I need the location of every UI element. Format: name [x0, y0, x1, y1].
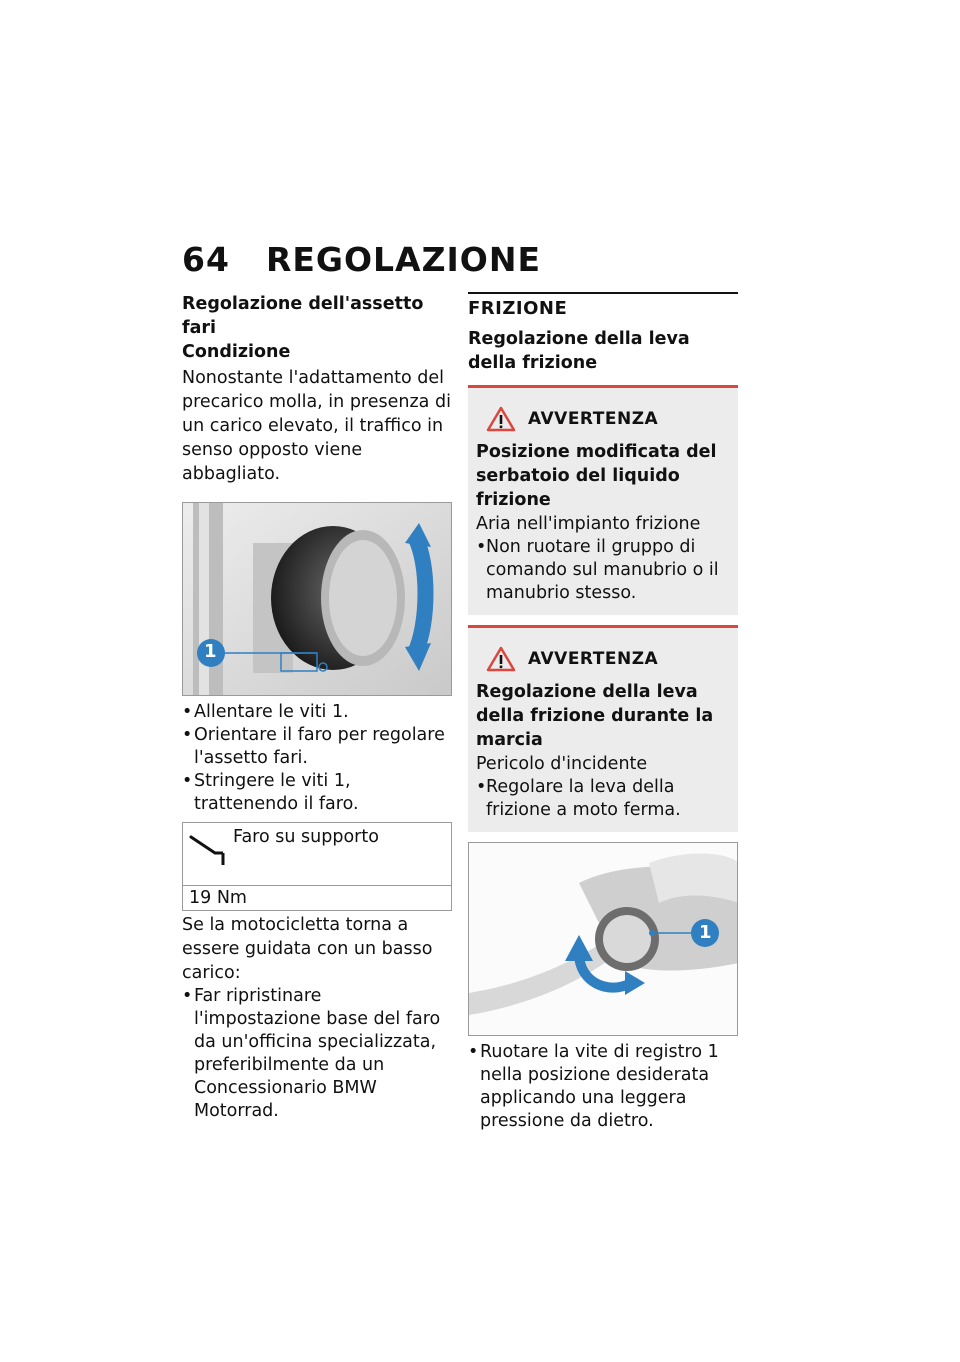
warning-triangle-icon: [486, 406, 516, 432]
warning-subtitle: Regolazione della leva della frizione durante la marcia: [476, 682, 714, 750]
torque-label: Faro su supporto: [233, 827, 379, 847]
section-heading: Regolazione dell'assetto fari: [182, 294, 424, 338]
headlight-illustration: [183, 503, 452, 696]
list-item: • Regolare la leva della frizione a moto ferma.: [476, 776, 730, 822]
warning-subtitle: Posizione modificata del serbatoio del liquido frizione: [476, 442, 717, 510]
warning-title: AVVERTENZA: [528, 649, 659, 669]
torque-wrench-icon: [189, 831, 229, 869]
steps-list: [468, 1041, 738, 1133]
page-number: 64: [182, 240, 230, 279]
subsection-heading: Condizione: [182, 342, 291, 362]
list-item: • Allentare le viti 1.: [182, 701, 452, 724]
note-text: Se la motocicletta torna a essere guidata con un basso carico:: [182, 915, 433, 983]
warning-box-2: [468, 625, 738, 832]
headlight-figure: [182, 502, 452, 696]
clutch-lever-figure: [468, 842, 738, 1036]
list-item: • Ruotare la vite di registro 1 nella posizione desiderata applicando una leggera pressione da dietro.: [468, 1041, 738, 1133]
list-item: • Orientare il faro per regolare l'assetto fari.: [182, 724, 452, 770]
intro-text: Nonostante l'adattamento del precarico molla, in presenza di un carico elevato, il traffico in senso opposto viene abbagliato.: [182, 368, 451, 484]
right-column: [468, 292, 738, 1133]
warning-list: [476, 536, 730, 605]
warning-list: [476, 776, 730, 822]
warning-text: Pericolo d'incidente: [476, 754, 648, 774]
warning-text: Aria nell'impianto frizione: [476, 514, 701, 534]
section-title: FRIZIONE: [468, 292, 738, 319]
warning-box-1: [468, 385, 738, 615]
list-item: • Non ruotare il gruppo di comando sul manubrio o il manubrio stesso.: [476, 536, 730, 605]
section-heading: Regolazione della leva della frizione: [468, 329, 690, 373]
clutch-lever-illustration: [469, 843, 738, 1036]
list-item: • Far ripristinare l'impostazione base del faro da un'officina specializzata, preferibilmente da un Concessionario BMW Motorrad.: [182, 985, 452, 1123]
warning-title: AVVERTENZA: [528, 409, 659, 429]
warning-triangle-icon: [486, 646, 516, 672]
torque-box: [182, 822, 452, 911]
steps-list-2: [182, 985, 452, 1123]
callout-1: 1: [699, 922, 712, 943]
callout-1: 1: [204, 641, 217, 662]
page-title: REGOLAZIONE: [265, 240, 542, 279]
list-item: • Stringere le viti 1, trattenendo il faro.: [182, 770, 452, 816]
left-column: [182, 292, 452, 1123]
torque-value: 19 Nm: [189, 888, 247, 908]
page-header: [182, 240, 541, 279]
steps-list: [182, 701, 452, 816]
